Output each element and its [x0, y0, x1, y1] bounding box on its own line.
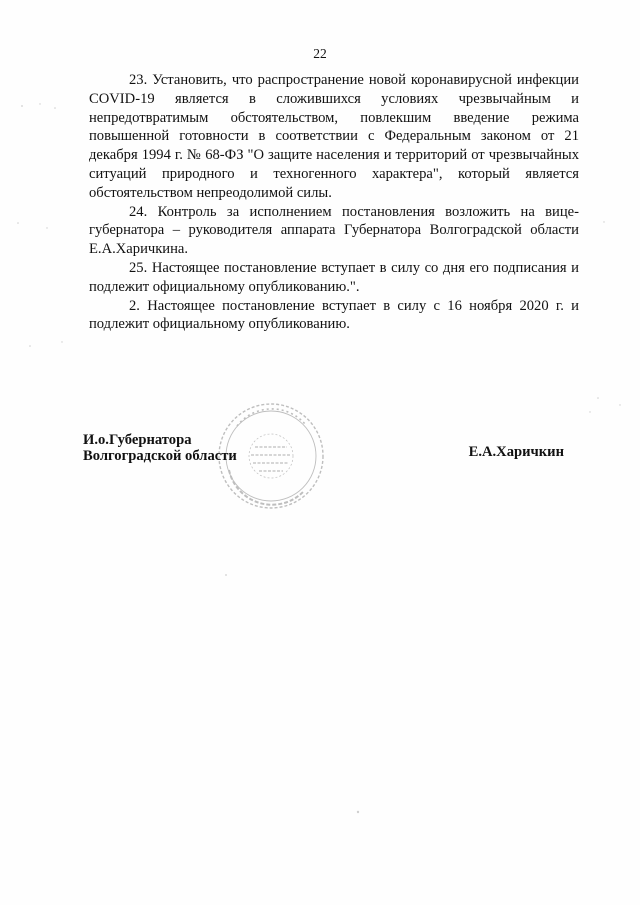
paragraph-25: 25. Настоящее постановление вступает в силу со дня его подписания и подлежит официальному опубликованию.".: [89, 259, 579, 295]
paragraph-2-effective-date: 2. Настоящее постановление вступает в силу с 16 ноября 2020 г. и подлежит официальному опубликованию.: [89, 297, 579, 333]
signatory-position: [83, 432, 237, 464]
paragraph-24: 24. Контроль за исполнением постановления возложить на вице-губернатора – руководителя аппарата Губернатора Волгоградской области Е.А.Харичкина.: [89, 203, 579, 258]
signatory-position-line-1: И.о.Губернатора: [83, 432, 192, 448]
signature-block: [0, 432, 640, 522]
signatory-name: Е.А.Харичкин: [468, 444, 564, 460]
page-number: 22: [313, 46, 327, 61]
paragraph-23: 23. Установить, что распространение новой коронавирусной инфекции COVID-19 является в сложившихся условиях чрезвычайным и непредотвратимым обстоятельством, повлекшим введение режима повышенной готовности в соответствии с Федеральным законом от 21 декабря 1994 г. № 68-ФЗ "О защите населения и территорий от чрезвычайных ситуаций природного и техногенного характера", который является обстоятельством непреодолимой силы.: [89, 72, 579, 201]
signatory-position-line-2: Волгоградской области: [83, 448, 237, 464]
document-body: [89, 71, 579, 334]
